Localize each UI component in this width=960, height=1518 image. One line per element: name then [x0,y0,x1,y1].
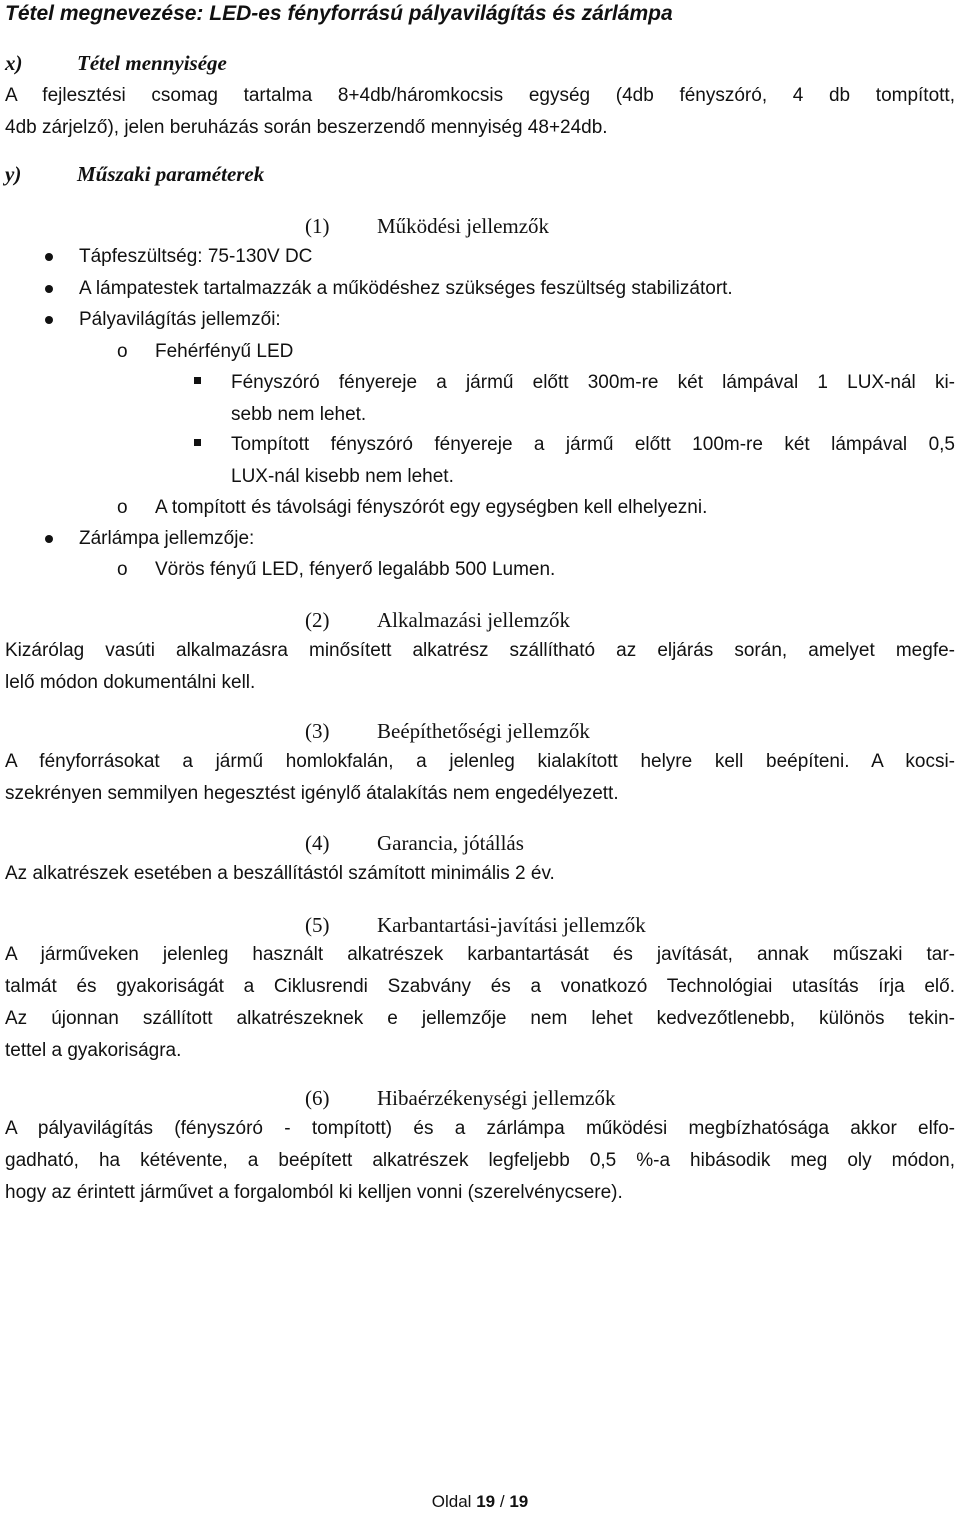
paragraph-line: hogy az érintett járművet a forgalomból ki kelljen vonni (szerelvénycsere). [5,1182,623,1203]
subsection-title: Garancia, jótállás [377,831,524,855]
paragraph-line: A járműveken jelenleg használt alkatrészek karbantartását és javítását, annak műszaki tar- [5,944,955,965]
subsection-4-paragraph [5,858,955,890]
square-bullet-icon [194,377,201,384]
bullet-icon [45,285,53,293]
list-item [231,367,955,431]
subsection-number: (4) [305,831,330,855]
section-x-letter: x) [5,51,23,75]
paragraph-line: talmát és gyakoriságát a Ciklusrendi Szabvány és a vonatkozó Technológiai utasítás írja elő. [5,976,955,997]
footer-label: Oldal [431,1492,472,1511]
bullet-icon [45,253,53,261]
section-x-paragraph [5,80,955,144]
list-item: Vörös fényű LED, fényerő legalább 500 Lumen. [155,559,556,580]
subsection-6-paragraph [5,1113,955,1209]
bullet-icon [45,535,53,543]
subsection-4-heading [305,827,524,859]
subsection-1-heading [305,210,549,242]
list-item-line: Tompított fényszóró fényereje a jármű előtt 100m-re két lámpával 0,5 [231,434,955,455]
section-y-title: Műszaki paraméterek [77,162,265,186]
list-item: Fehérfényű LED [155,341,294,362]
circle-bullet-icon: o [117,497,128,518]
subsection-2-paragraph [5,635,955,699]
footer-separator: / [499,1492,505,1511]
subsection-number: (6) [305,1086,330,1110]
paragraph-line: Az újonnan szállított alkatrészeknek e jellemzője nem lehet kedvezőtlenebb, különös tekin- [5,1008,955,1029]
circle-bullet-icon: o [117,341,128,362]
paragraph-line: lelő módon dokumentálni kell. [5,672,256,693]
paragraph-line: A fényforrásokat a jármű homlokfalán, a jelenleg kialakított helyre kell beépíteni. A kocsi- [5,751,955,772]
list-item [231,429,955,493]
paragraph-line: tettel a gyakoriságra. [5,1040,182,1061]
bullet-icon [45,316,53,324]
section-y-heading [5,158,264,190]
list-item-line: sebb nem lehet. [231,404,367,425]
subsection-title: Működési jellemzők [377,214,550,238]
subsection-title: Beépíthetőségi jellemzők [377,719,590,743]
section-y-letter: y) [5,162,22,186]
list-item: A tompított és távolsági fényszórót egy egységben kell elhelyezni. [155,497,708,518]
footer-total-pages: 19 [509,1492,529,1511]
list-item: Tápfeszültség: 75-130V DC [79,246,313,267]
subsection-5-heading [305,909,646,941]
paragraph-line: Kizárólag vasúti alkalmazásra minősített alkatrész szállítható az eljárás során, amelyet megfe- [5,640,955,661]
subsection-2-heading [305,604,570,636]
subsection-number: (5) [305,913,330,937]
subsection-number: (3) [305,719,330,743]
paragraph-line: gadható, ha kétévente, a beépített alkatrészek legfeljebb 0,5 %-a hibásodik meg oly módon, [5,1150,955,1171]
document-title: Tétel megnevezése: LED-es fényforrású pályavilágítás és zárlámpa [5,2,673,25]
list-item: Pályavilágítás jellemzői: [79,309,281,330]
paragraph-line: 4db zárjelző), jelen beruházás során beszerzendő mennyiség 48+24db. [5,117,608,138]
paragraph-line: A pályavilágítás (fényszóró - tompított) és a zárlámpa működési megbízhatósága akkor elfo- [5,1118,955,1139]
list-item-line: Fényszóró fényereje a jármű előtt 300m-re két lámpával 1 LUX-nál ki- [231,372,955,393]
footer-page-number: 19 [476,1492,496,1511]
list-item: A lámpatestek tartalmazzák a működéshez szükséges feszültség stabilizátort. [79,278,733,299]
subsection-3-paragraph [5,746,955,810]
subsection-5-paragraph [5,939,955,1067]
list-item-line: LUX-nál kisebb nem lehet. [231,466,454,487]
subsection-number: (2) [305,608,330,632]
subsection-6-heading [305,1082,615,1114]
paragraph-line: szekrényen semmilyen hegesztést igénylő átalakítás nem engedélyezett. [5,783,619,804]
paragraph-line: A fejlesztési csomag tartalma 8+4db/háromkocsis egység (4db fényszóró, 4 db tompított, [5,85,955,106]
square-bullet-icon [194,439,201,446]
subsection-3-heading [305,715,590,747]
list-item: Zárlámpa jellemzője: [79,528,255,549]
circle-bullet-icon: o [117,559,128,580]
subsection-title: Hibaérzékenységi jellemzők [377,1086,616,1110]
section-x-heading [5,47,227,79]
page-footer [0,1486,960,1518]
paragraph-line: Az alkatrészek esetében a beszállítástól számított minimális 2 év. [5,863,555,884]
subsection-number: (1) [305,214,330,238]
section-x-title: Tétel mennyisége [77,51,227,75]
subsection-title: Alkalmazási jellemzők [377,608,571,632]
subsection-title: Karbantartási-javítási jellemzők [377,913,646,937]
